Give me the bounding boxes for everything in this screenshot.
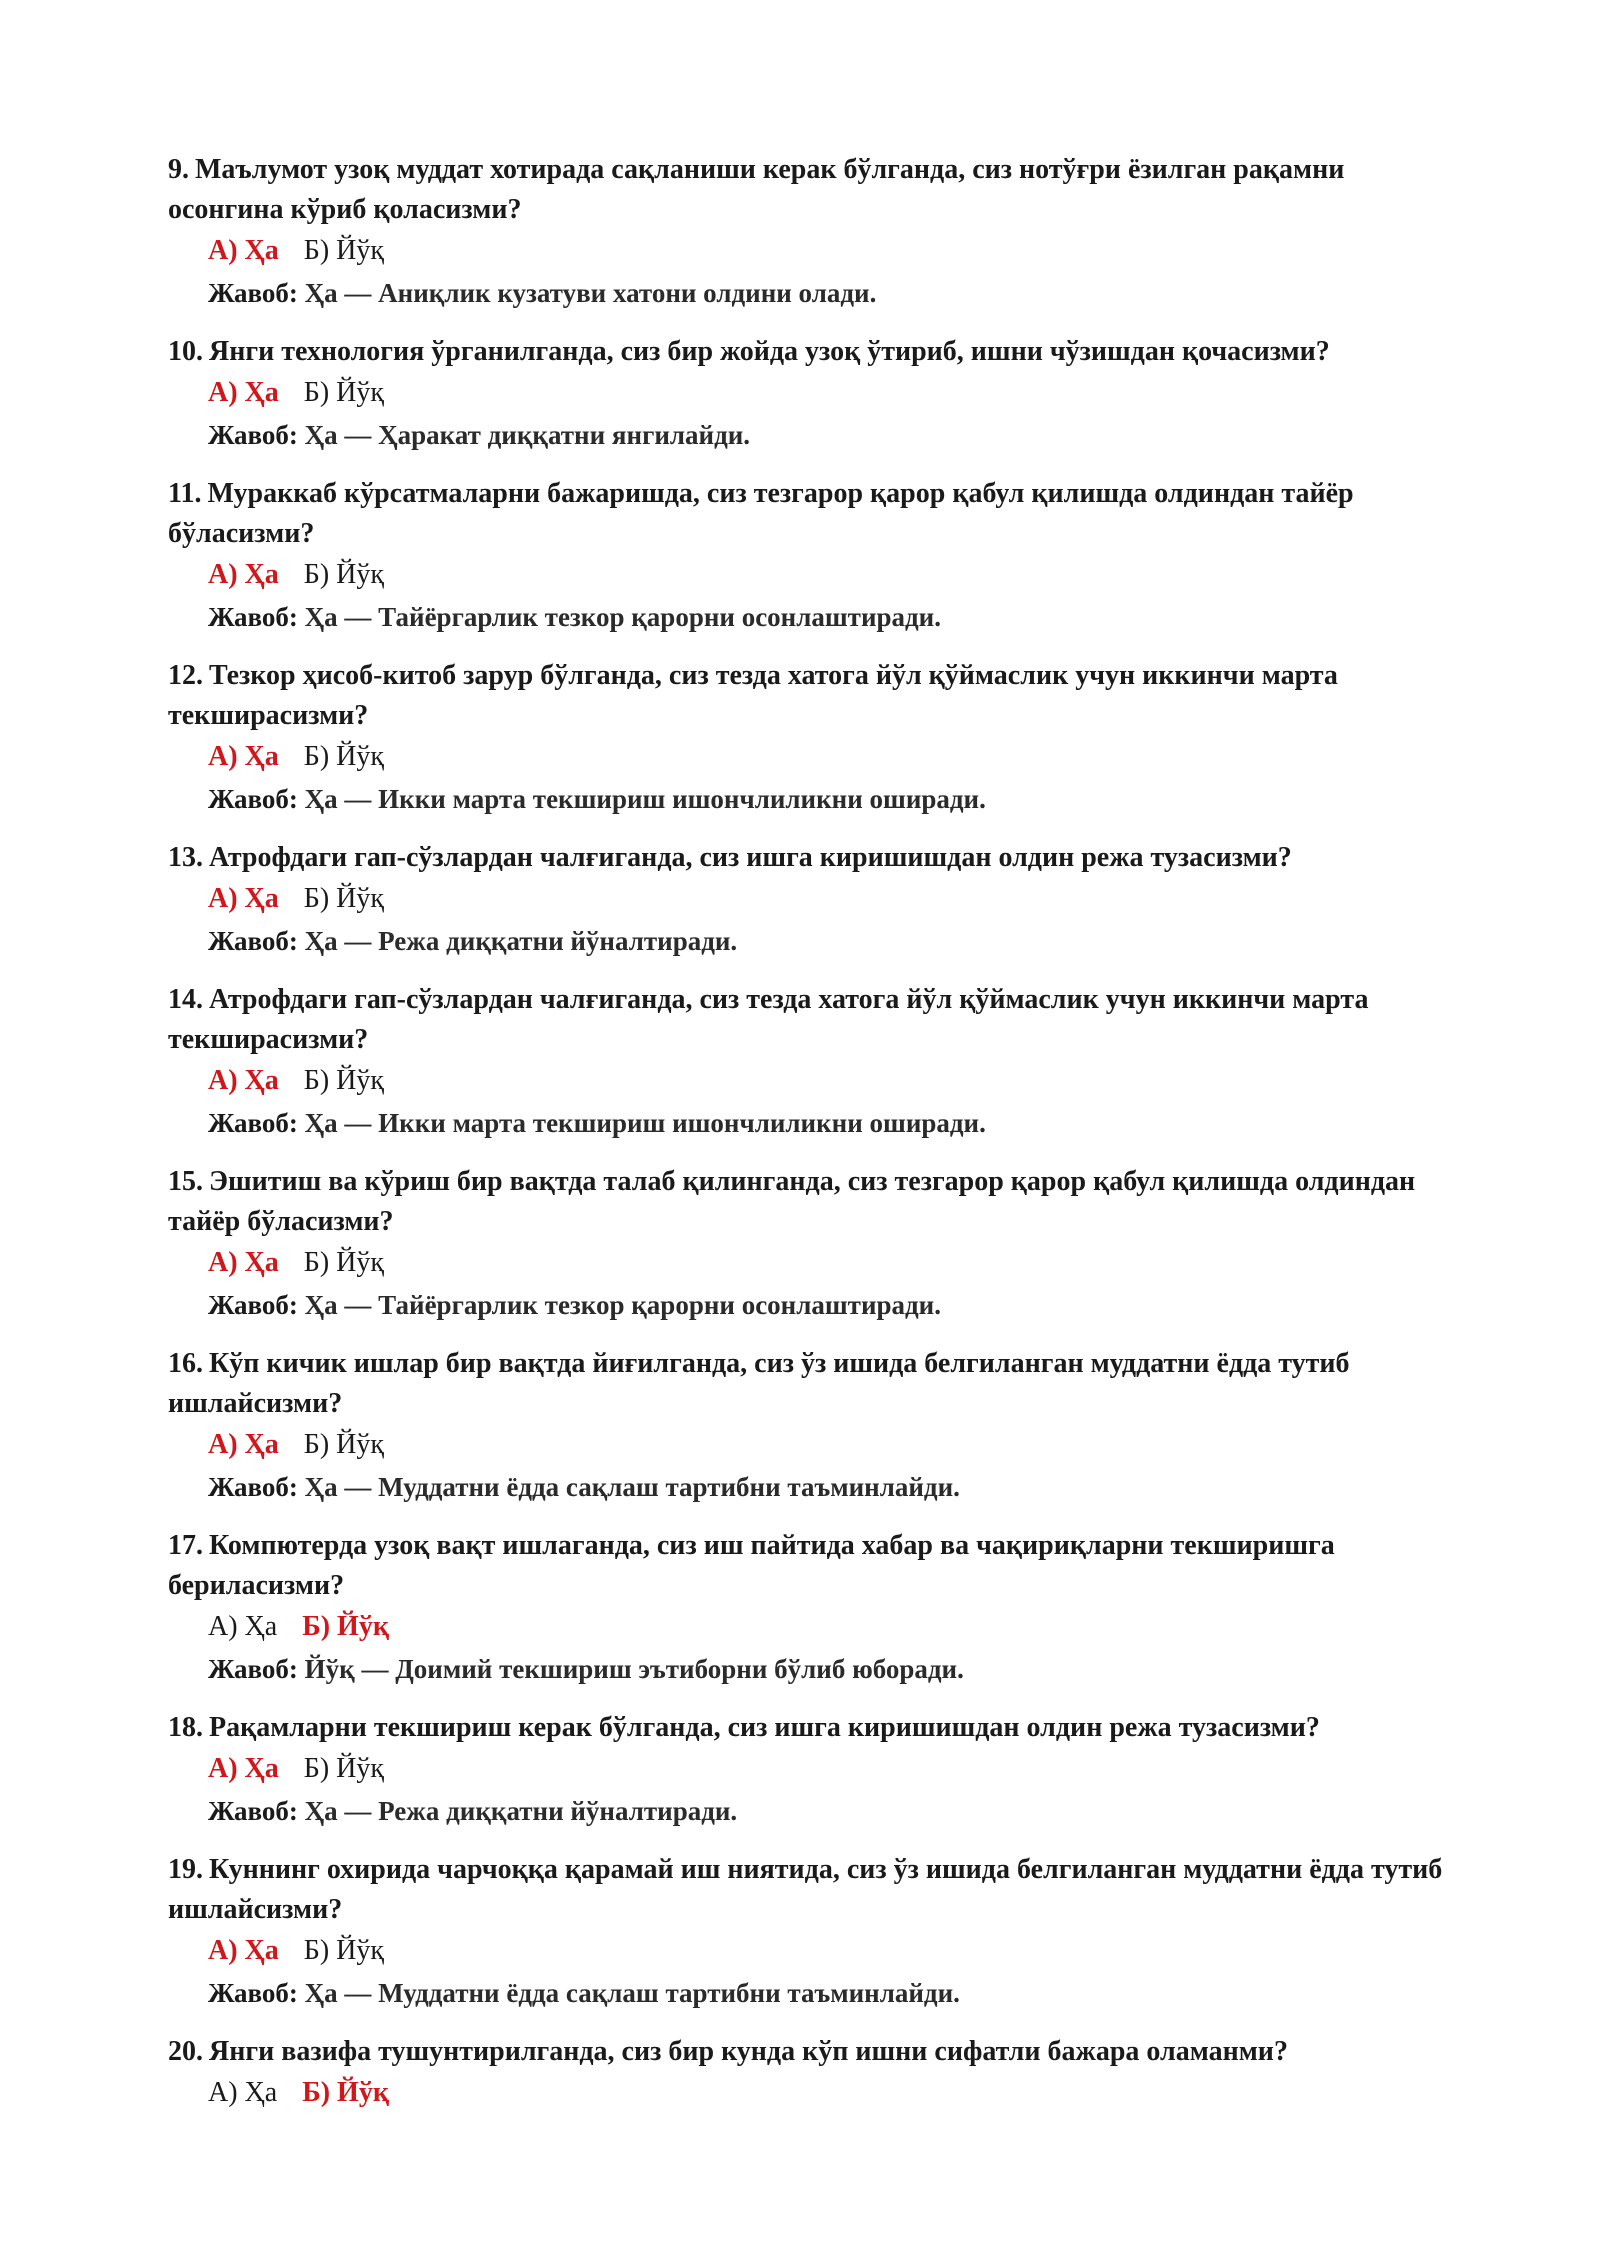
question-number: 10. [168,336,203,367]
question-text [168,2032,1458,2072]
answer-label: Жавоб: [208,278,298,308]
question-20 [168,2032,1458,2114]
option-a[interactable]: А) Ҳа [208,1753,279,1784]
question-number: 14. [168,984,203,1015]
option-a[interactable]: А) Ҳа [208,235,279,266]
answer-options [208,1930,1458,1972]
question-16 [168,1344,1458,1508]
question-number: 15. [168,1166,203,1197]
option-b[interactable]: Б) Йўқ [303,1065,384,1096]
option-a[interactable]: А) Ҳа [208,1611,278,1642]
question-12 [168,656,1458,820]
question-text [168,332,1458,372]
question-body: Атрофдаги гап-сўзлардан чалғиганда, сиз тезда хатога йўл қўймаслик учун иккинчи марта текширасизми? [168,984,1369,1055]
answer-explanation [208,920,1458,962]
question-number: 13. [168,842,203,873]
question-body: Компютерда узоқ вақт ишлаганда, сиз иш пайтида хабар ва чақириқларни текширишга бериласизми? [168,1530,1335,1601]
question-13 [168,838,1458,962]
option-a[interactable]: А) Ҳа [208,1065,279,1096]
option-a[interactable]: А) Ҳа [208,2077,278,2108]
question-text [168,1850,1458,1930]
question-body: Куннинг охирида чарчоққа қарамай иш ниятида, сиз ўз ишида белгиланган муддатни ёдда тутиб ишлайсизми? [168,1854,1443,1925]
answer-label: Жавоб: [208,1472,298,1502]
question-body: Маълумот узоқ муддат хотирада сақланиши керак бўлганда, сиз нотўғри ёзилган рақамни осонгина кўриб қоласизми? [168,154,1345,225]
question-10 [168,332,1458,456]
answer-options [208,1606,1458,1648]
question-text [168,980,1458,1060]
question-9 [168,150,1458,314]
option-a[interactable]: А) Ҳа [208,741,279,772]
answer-text: Ҳа — Икки марта текшириш ишончлиликни оширади. [304,1108,986,1138]
answer-label: Жавоб: [208,420,298,450]
answer-text: Ҳа — Икки марта текшириш ишончлиликни оширади. [304,784,986,814]
option-a[interactable]: А) Ҳа [208,377,279,408]
answer-label: Жавоб: [208,784,298,814]
answer-explanation [208,1790,1458,1832]
answer-options [208,878,1458,920]
answer-explanation [208,1648,1458,1690]
question-body: Янги технология ўрганилганда, сиз бир жойда узоқ ўтириб, ишни чўзишдан қочасизми? [209,336,1330,367]
answer-label: Жавоб: [208,1654,298,1684]
option-b[interactable]: Б) Йўқ [303,1429,384,1460]
question-text [168,474,1458,554]
option-b[interactable]: Б) Йўқ [303,883,384,914]
option-a[interactable]: А) Ҳа [208,559,279,590]
answer-label: Жавоб: [208,1290,298,1320]
answer-text: Ҳа — Тайёргарлик тезкор қарорни осонлаштиради. [304,602,941,632]
answer-explanation [208,1466,1458,1508]
answer-options [208,554,1458,596]
question-number: 11. [168,478,202,509]
option-a[interactable]: А) Ҳа [208,1247,279,1278]
answer-explanation [208,1102,1458,1144]
answer-options [208,1748,1458,1790]
answer-text: Ҳа — Аниқлик кузатуви хатони олдини олади. [304,278,877,308]
question-17 [168,1526,1458,1690]
question-11 [168,474,1458,638]
answer-explanation [208,596,1458,638]
question-text [168,150,1458,230]
answer-text: Йўқ — Доимий текшириш эътиборни бўлиб юборади. [304,1654,964,1684]
option-b[interactable]: Б) Йўқ [303,377,384,408]
question-number: 9. [168,154,189,185]
question-number: 18. [168,1712,203,1743]
question-number: 17. [168,1530,203,1561]
answer-text: Ҳа — Режа диққатни йўналтиради. [304,926,738,956]
answer-label: Жавоб: [208,1796,298,1826]
option-a[interactable]: А) Ҳа [208,1429,279,1460]
answer-label: Жавоб: [208,1978,298,2008]
option-b[interactable]: Б) Йўқ [303,1935,384,1966]
question-text [168,656,1458,736]
option-a[interactable]: А) Ҳа [208,1935,279,1966]
question-number: 16. [168,1348,203,1379]
question-14 [168,980,1458,1144]
question-19 [168,1850,1458,2014]
option-b[interactable]: Б) Йўқ [302,1611,389,1642]
answer-explanation [208,778,1458,820]
option-b[interactable]: Б) Йўқ [303,741,384,772]
question-body: Кўп кичик ишлар бир вақтда йиғилганда, сиз ўз ишида белгиланган муддатни ёдда тутиб ишлайсизми? [168,1348,1350,1419]
question-number: 20. [168,2036,203,2067]
option-b[interactable]: Б) Йўқ [303,1247,384,1278]
answer-text: Ҳа — Муддатни ёдда сақлаш тартибни таъминлайди. [304,1978,960,2008]
answer-explanation [208,1972,1458,2014]
option-b[interactable]: Б) Йўқ [303,1753,384,1784]
question-body: Янги вазифа тушунтирилганда, сиз бир кунда кўп ишни сифатли бажара оламанми? [209,2036,1288,2067]
question-15 [168,1162,1458,1326]
answer-text: Ҳа — Тайёргарлик тезкор қарорни осонлаштиради. [304,1290,941,1320]
option-a[interactable]: А) Ҳа [208,883,279,914]
answer-options [208,2072,1458,2114]
answer-label: Жавоб: [208,926,298,956]
answer-explanation [208,414,1458,456]
answer-explanation [208,1284,1458,1326]
answer-options [208,1424,1458,1466]
answer-text: Ҳа — Муддатни ёдда сақлаш тартибни таъминлайди. [304,1472,960,1502]
question-body: Тезкор ҳисоб-китоб зарур бўлганда, сиз тезда хатога йўл қўймаслик учун иккинчи марта текширасизми? [168,660,1338,731]
answer-options [208,230,1458,272]
question-body: Эшитиш ва кўриш бир вақтда талаб қилинганда, сиз тезгарор қарор қабул қилишда олдиндан тайёр бўласизми? [168,1166,1416,1237]
answer-text: Ҳа — Ҳаракат диққатни янгилайди. [304,420,751,450]
question-number: 12. [168,660,203,691]
question-body: Рақамларни текшириш керак бўлганда, сиз ишга киришишдан олдин режа тузасизми? [209,1712,1320,1743]
option-b[interactable]: Б) Йўқ [302,2077,389,2108]
question-text [168,1526,1458,1606]
question-body: Мураккаб кўрсатмаларни бажаришда, сиз тезгарор қарор қабул қилишда олдиндан тайёр бўласизми? [168,478,1354,549]
answer-label: Жавоб: [208,1108,298,1138]
answer-options [208,1242,1458,1284]
option-b[interactable]: Б) Йўқ [303,559,384,590]
question-text [168,838,1458,878]
option-b[interactable]: Б) Йўқ [303,235,384,266]
answer-options [208,736,1458,778]
question-number: 19. [168,1854,203,1885]
question-18 [168,1708,1458,1832]
answer-label: Жавоб: [208,602,298,632]
answer-options [208,1060,1458,1102]
answer-explanation [208,272,1458,314]
answer-options [208,372,1458,414]
question-body: Атрофдаги гап-сўзлардан чалғиганда, сиз ишга киришишдан олдин режа тузасизми? [209,842,1292,873]
question-text [168,1344,1458,1424]
answer-text: Ҳа — Режа диққатни йўналтиради. [304,1796,738,1826]
question-text [168,1162,1458,1242]
question-text [168,1708,1458,1748]
